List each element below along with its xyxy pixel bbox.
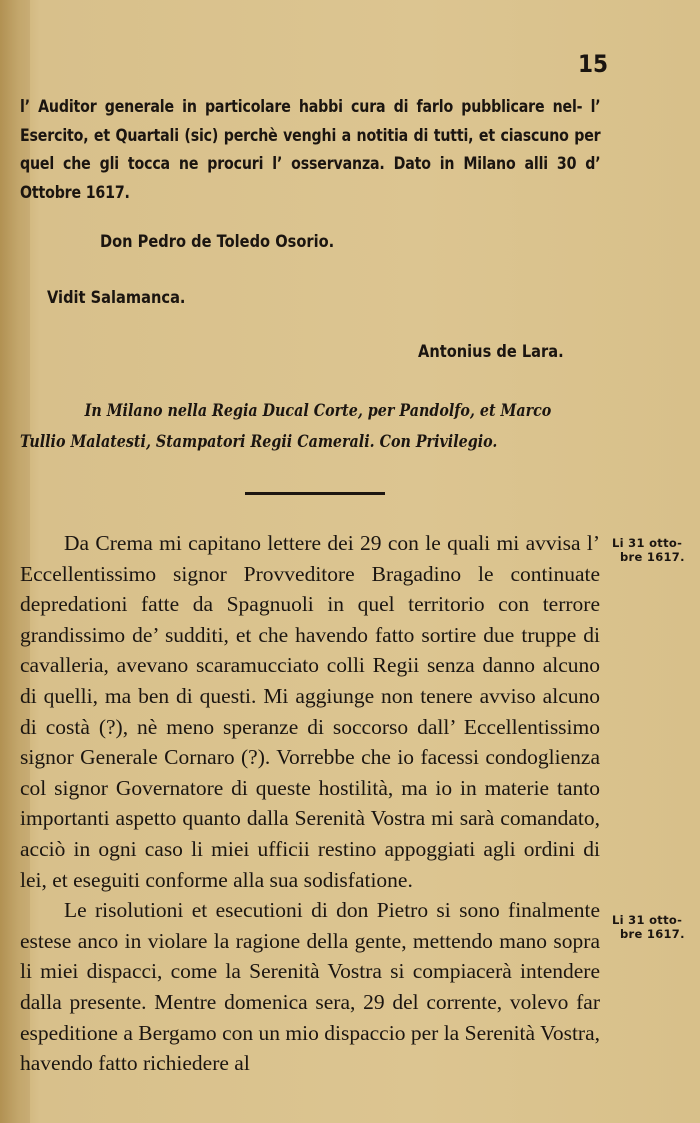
section-divider (245, 492, 385, 495)
page-number: 15 (578, 50, 609, 78)
margin-note-line: bre 1617. (620, 927, 685, 941)
decree-paragraph: l’ Auditor generale in particolare habbi cura di farlo pubblicare nel- l’ Esercito, et Quartali (sic) perchè venghi a notitia di tutti, et ciascuno per quel che gli tocca ne procuri l’ osservanza. Dato in Milano alli 30 d’ Ottobre 1617. (20, 97, 601, 202)
decree-text (20, 93, 601, 207)
signature-antonius: Antonius de Lara. (418, 342, 564, 362)
letter-body (20, 528, 600, 1079)
signature-vidit: Vidit Salamanca. (47, 288, 186, 308)
imprint-line-2: Tullio Malatesti, Stampatori Regii Camerali. Con Privilegio. (20, 432, 498, 452)
margin-note-date (612, 536, 692, 564)
margin-note-line: Li 31 otto- (612, 913, 683, 927)
margin-note-date (612, 913, 692, 941)
body-paragraph: Da Crema mi capitano lettere dei 29 con le quali mi avvisa l’ Eccellentissimo signor Provveditore Bragadino le continuate depredationi fatte da Spagnuoli in quel territorio con terrore grandissimo de’ sudditi, et che havendo fatto sortire due truppe di cavalleria, avevano scaramucciato colli Regii senza danno alcuno di quelli, ma ben di questi. Mi aggiunge non tenere avviso alcuno di costà (?), nè meno speranze di soccorso dall’ Eccellentissimo signor Generale Cornaro (?). Vorrebbe che io facessi condoglienza col signor Governatore di queste hostilità, ma io in materie tanto importanti aspetto quanto dalla Serenità Vostra mi sarà comandato, acciò in ogni caso li miei ufficii restino appoggiati agli ordini di lei, et eseguiti conforme alla sua sodisfatione. (20, 531, 600, 892)
margin-note-line: bre 1617. (620, 550, 685, 564)
signature-governor: Don Pedro de Toledo Osorio. (100, 232, 335, 252)
printer-imprint (20, 396, 608, 458)
body-paragraph: Le risolutioni et esecutioni di don Pietro si sono finalmente estese anco in violare la ragione della gente, mettendo mano sopra li miei dispacci, come la Serenità Vostra si compiacerà intendere dalla presente. Mentre domenica sera, 29 del corrente, volevo far espeditione a Bergamo con un mio dispaccio per la Serenità Vostra, havendo fatto richiedere al (20, 898, 600, 1076)
imprint-line-1: In Milano nella Regia Ducal Corte, per Pandolfo, et Marco (84, 401, 552, 421)
margin-note-line: Li 31 otto- (612, 536, 683, 550)
